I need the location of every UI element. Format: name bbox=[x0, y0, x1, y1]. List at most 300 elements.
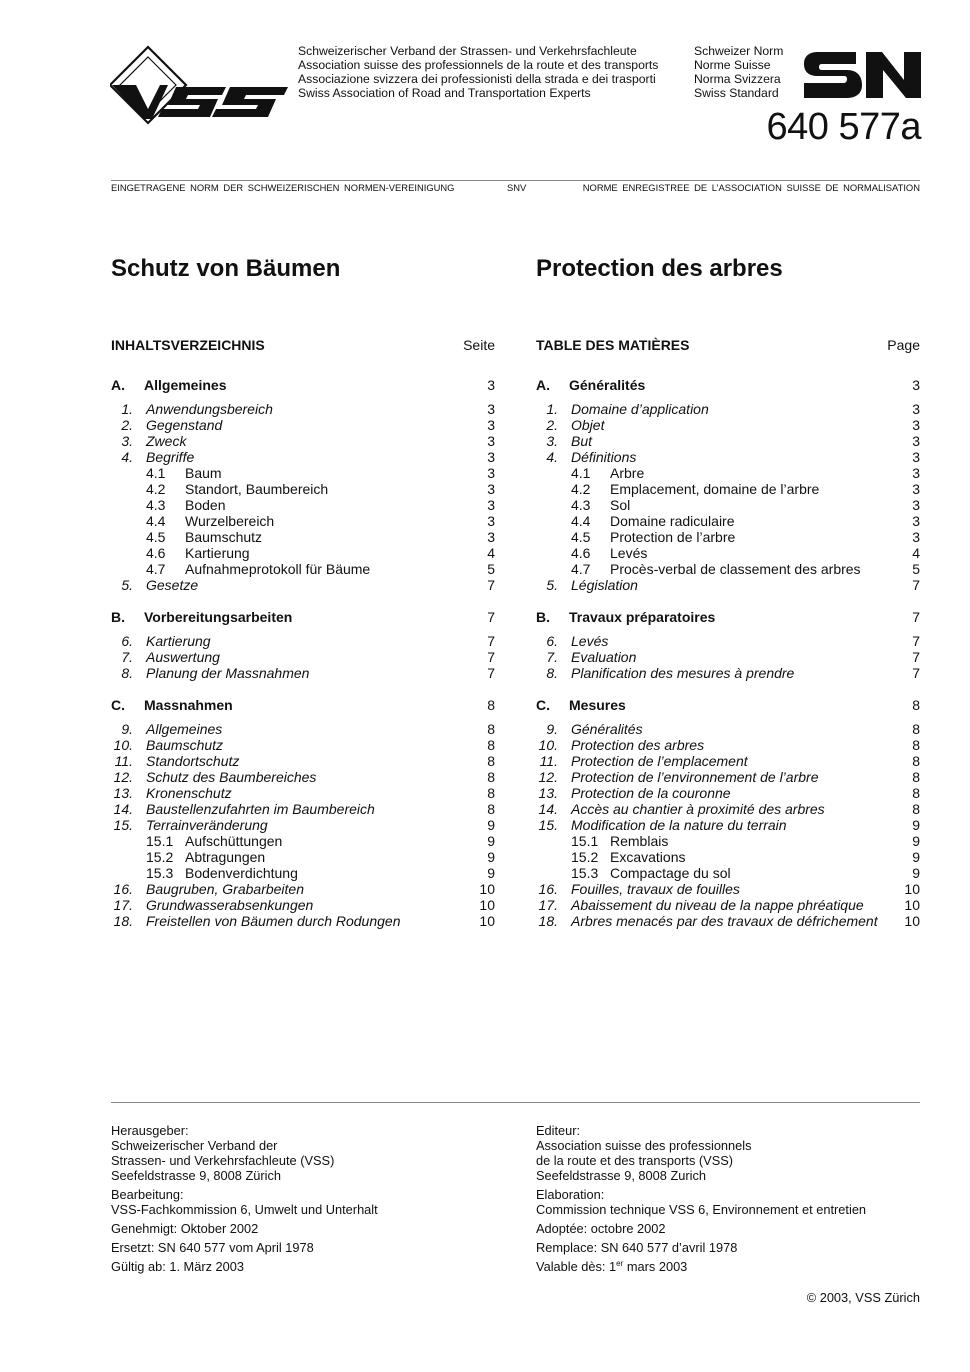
toc-subentry bbox=[536, 529, 920, 545]
entry-title: Abaissement du niveau de la nappe phréatique bbox=[571, 897, 864, 913]
entry-page: 3 bbox=[487, 449, 495, 465]
registered-note-de: EINGETRAGENE NORM DER SCHWEIZERISCHEN NORMEN-VEREINIGUNG bbox=[111, 182, 455, 193]
entry-page: 8 bbox=[487, 801, 495, 817]
subentry-page: 9 bbox=[912, 849, 920, 865]
entry-number: 14. bbox=[538, 801, 558, 817]
subentry-title: Standort, Baumbereich bbox=[185, 481, 329, 497]
toc-subentry bbox=[111, 545, 495, 561]
toc-entry bbox=[536, 401, 920, 417]
subentry-title: Protection de l’arbre bbox=[610, 529, 736, 545]
entry-number: 1. bbox=[121, 401, 133, 417]
entry-number: 11. bbox=[114, 753, 133, 769]
imprint-line: VSS-Fachkommission 6, Umwelt und Unterhalt bbox=[111, 1202, 378, 1217]
subentry-title: Excavations bbox=[610, 849, 686, 865]
entry-number: 1. bbox=[546, 401, 558, 417]
subentry-number: 15.3 bbox=[146, 865, 174, 881]
imprint-block bbox=[536, 1221, 866, 1236]
toc-entry bbox=[111, 913, 495, 929]
subentry-title: Boden bbox=[185, 497, 226, 513]
imprint-line: Adoptée: octobre 2002 bbox=[536, 1221, 666, 1236]
subentry-title: Levés bbox=[610, 545, 648, 561]
entry-gap bbox=[558, 633, 571, 649]
entry-gap bbox=[558, 721, 571, 737]
entry-number: 7. bbox=[546, 649, 558, 665]
entry-page: 10 bbox=[479, 913, 495, 929]
entry-gap bbox=[133, 897, 146, 913]
entry-gap bbox=[133, 801, 146, 817]
entry-page: 3 bbox=[912, 401, 920, 417]
entry-title: Gegenstand bbox=[146, 417, 223, 433]
entry-gap bbox=[133, 633, 146, 649]
entry-title: Fouilles, travaux de fouilles bbox=[571, 881, 740, 897]
subentry-indent bbox=[111, 465, 146, 481]
entry-title: Accès au chantier à proximité des arbres bbox=[571, 801, 825, 817]
subentry-page: 3 bbox=[912, 497, 920, 513]
entry-title: Baustellenzufahrten im Baumbereich bbox=[146, 801, 375, 817]
section-letter: C. bbox=[536, 697, 550, 713]
subentry-page: 3 bbox=[912, 465, 920, 481]
section-title: Généralités bbox=[569, 377, 646, 393]
subentry-page: 5 bbox=[912, 561, 920, 577]
entry-page: 3 bbox=[487, 433, 495, 449]
toc-section bbox=[111, 697, 495, 929]
registered-note-fr: NORME ENREGISTREE DE L’ASSOCIATION SUISSE DE NORMALISATION bbox=[582, 182, 920, 193]
table-of-contents bbox=[111, 377, 495, 929]
toc-section bbox=[536, 377, 920, 593]
entry-page: 8 bbox=[487, 753, 495, 769]
entry-number: 3. bbox=[546, 433, 558, 449]
entry-title: Objet bbox=[571, 417, 605, 433]
standard-number: 640 577a bbox=[766, 106, 921, 148]
toc-entry bbox=[536, 417, 920, 433]
toc-section-heading bbox=[111, 609, 495, 633]
subentry-title: Remblais bbox=[610, 833, 669, 849]
entry-title: Législation bbox=[571, 577, 638, 593]
toc-header bbox=[536, 337, 920, 377]
imprint-block bbox=[111, 1123, 378, 1183]
imprint-line: Schweizerischer Verband der bbox=[111, 1138, 278, 1153]
entry-title: Begriffe bbox=[146, 449, 195, 465]
entry-gap bbox=[558, 769, 571, 785]
toc-section bbox=[536, 609, 920, 681]
subentry-indent bbox=[111, 481, 146, 497]
subentry-title: Bodenverdichtung bbox=[185, 865, 298, 881]
entry-page: 7 bbox=[487, 649, 495, 665]
entry-number: 13. bbox=[538, 785, 558, 801]
subentry-page: 3 bbox=[487, 497, 495, 513]
subentry-indent bbox=[536, 833, 571, 849]
toc-section-heading bbox=[536, 697, 920, 721]
toc-entry bbox=[111, 433, 495, 449]
toc-section-heading bbox=[536, 609, 920, 633]
imprint-line: Association suisse des professionnels bbox=[536, 1138, 752, 1153]
entry-number: 10. bbox=[113, 737, 133, 753]
subentry-title: Aufschüttungen bbox=[185, 833, 283, 849]
entry-number: 18. bbox=[113, 913, 133, 929]
entry-gap bbox=[133, 401, 146, 417]
subentry-number: 4.3 bbox=[571, 497, 591, 513]
entry-gap bbox=[133, 881, 146, 897]
entry-number: 8. bbox=[121, 665, 133, 681]
entry-number: 3. bbox=[121, 433, 133, 449]
subentry-number: 4.5 bbox=[146, 529, 166, 545]
footer-divider bbox=[111, 1102, 920, 1103]
subentry-indent bbox=[536, 561, 571, 577]
toc-subentry bbox=[536, 465, 920, 481]
entry-gap bbox=[558, 801, 571, 817]
subentry-title: Domaine radiculaire bbox=[610, 513, 735, 529]
toc-entry bbox=[536, 649, 920, 665]
toc-subentry bbox=[111, 529, 495, 545]
subentry-page: 9 bbox=[487, 849, 495, 865]
subentry-number: 15.1 bbox=[146, 833, 174, 849]
norm-type-en: Swiss Standard bbox=[694, 86, 779, 100]
association-name-en: Swiss Association of Road and Transportation Experts bbox=[298, 86, 591, 100]
entry-page: 8 bbox=[912, 785, 920, 801]
entry-number: 2. bbox=[546, 417, 558, 433]
subentry-title: Baumschutz bbox=[185, 529, 263, 545]
entry-gap bbox=[133, 449, 146, 465]
subentry-number: 4.7 bbox=[146, 561, 166, 577]
sn-logo bbox=[804, 52, 922, 98]
page-label: Seite bbox=[463, 337, 495, 353]
toc-section-heading bbox=[111, 697, 495, 721]
subentry-indent bbox=[111, 529, 146, 545]
entry-title: Evaluation bbox=[571, 649, 637, 665]
entry-number: 18. bbox=[538, 913, 558, 929]
toc-subentry bbox=[536, 561, 920, 577]
entry-page: 7 bbox=[912, 577, 920, 593]
entry-number: 6. bbox=[121, 633, 133, 649]
toc-subentry bbox=[111, 497, 495, 513]
toc-section-heading bbox=[111, 377, 495, 401]
toc-subentry bbox=[111, 513, 495, 529]
toc-entry bbox=[111, 665, 495, 681]
entry-number: 15. bbox=[538, 817, 558, 833]
entry-page: 10 bbox=[904, 913, 920, 929]
entry-title: Standortschutz bbox=[146, 753, 240, 769]
entry-number: 9. bbox=[546, 721, 558, 737]
toc-entry bbox=[111, 633, 495, 649]
entry-title: Freistellen von Bäumen durch Rodungen bbox=[146, 913, 401, 929]
entry-title: Modification de la nature du terrain bbox=[571, 817, 787, 833]
toc-entry bbox=[111, 577, 495, 593]
registered-note-snv: SNV bbox=[507, 182, 527, 193]
column-french bbox=[536, 252, 920, 945]
toc-entry bbox=[111, 417, 495, 433]
subentry-number: 4.4 bbox=[571, 513, 591, 529]
toc-subentry bbox=[111, 465, 495, 481]
subentry-title: Compactage du sol bbox=[610, 865, 731, 881]
entry-page: 7 bbox=[487, 633, 495, 649]
entry-gap bbox=[558, 433, 571, 449]
toc-entry bbox=[111, 753, 495, 769]
imprint-block bbox=[111, 1259, 378, 1274]
toc-section-heading bbox=[536, 377, 920, 401]
subentry-number: 4.7 bbox=[571, 561, 591, 577]
toc-entry bbox=[536, 753, 920, 769]
entry-number: 5. bbox=[121, 577, 133, 593]
entry-title: Auswertung bbox=[146, 649, 220, 665]
toc-entry bbox=[536, 897, 920, 913]
toc-subentry bbox=[536, 481, 920, 497]
entry-gap bbox=[558, 817, 571, 833]
imprint-block bbox=[111, 1187, 378, 1217]
subentry-title: Baum bbox=[185, 465, 222, 481]
entry-number: 4. bbox=[546, 449, 558, 465]
page-label: Page bbox=[887, 337, 920, 353]
entry-number: 5. bbox=[546, 577, 558, 593]
toc-section bbox=[111, 377, 495, 593]
subentry-number: 15.1 bbox=[571, 833, 599, 849]
entry-title: Généralités bbox=[571, 721, 643, 737]
toc-entry bbox=[536, 737, 920, 753]
entry-page: 3 bbox=[912, 449, 920, 465]
entry-gap bbox=[133, 417, 146, 433]
toc-subentry bbox=[536, 513, 920, 529]
subentry-page: 9 bbox=[912, 833, 920, 849]
entry-page: 8 bbox=[487, 785, 495, 801]
entry-page: 7 bbox=[912, 633, 920, 649]
imprint-block bbox=[536, 1240, 866, 1255]
subentry-number: 4.6 bbox=[146, 545, 166, 561]
entry-gap bbox=[558, 401, 571, 417]
entry-gap bbox=[133, 769, 146, 785]
entry-title: Protection de l’emplacement bbox=[571, 753, 748, 769]
imprint-line: Commission technique VSS 6, Environnement et entretien bbox=[536, 1202, 867, 1217]
imprint-block bbox=[111, 1240, 378, 1255]
toc-entry bbox=[536, 801, 920, 817]
toc-subentry bbox=[536, 849, 920, 865]
subentry-page: 3 bbox=[912, 529, 920, 545]
norm-type-de: Schweizer Norm bbox=[694, 44, 784, 58]
imprint-line: Strassen- und Verkehrsfachleute (VSS) bbox=[111, 1153, 335, 1168]
entry-number: 14. bbox=[113, 801, 133, 817]
vss-logo bbox=[110, 45, 290, 127]
toc-entry bbox=[536, 449, 920, 465]
subentry-page: 4 bbox=[912, 545, 920, 561]
toc-entry bbox=[111, 817, 495, 833]
section-page: 7 bbox=[487, 609, 495, 625]
imprint-line: Genehmigt: Oktober 2002 bbox=[111, 1221, 259, 1236]
association-name-de: Schweizerischer Verband der Strassen- und Verkehrsfachleute bbox=[298, 44, 637, 58]
table-of-contents bbox=[536, 377, 920, 929]
subentry-indent bbox=[536, 865, 571, 881]
toc-subentry bbox=[111, 865, 495, 881]
subentry-page: 3 bbox=[487, 465, 495, 481]
norm-type-fr: Norme Suisse bbox=[694, 58, 771, 72]
imprint-line: Herausgeber: bbox=[111, 1123, 189, 1138]
subentry-number: 4.6 bbox=[571, 545, 591, 561]
entry-page: 8 bbox=[487, 721, 495, 737]
subentry-indent bbox=[111, 561, 146, 577]
subentry-number: 4.2 bbox=[571, 481, 591, 497]
entry-title: Levés bbox=[571, 633, 609, 649]
imprint-block bbox=[111, 1221, 378, 1236]
subentry-indent bbox=[111, 849, 146, 865]
entry-page: 10 bbox=[479, 881, 495, 897]
toc-subentry bbox=[536, 833, 920, 849]
entry-page: 7 bbox=[487, 577, 495, 593]
sn-logo-text: SN bbox=[804, 52, 806, 53]
subentry-number: 4.1 bbox=[146, 465, 166, 481]
toc-entry bbox=[536, 577, 920, 593]
subentry-page: 3 bbox=[487, 481, 495, 497]
toc-entry bbox=[536, 665, 920, 681]
subentry-title: Kartierung bbox=[185, 545, 250, 561]
section-letter: A. bbox=[111, 377, 125, 393]
toc-subentry bbox=[111, 561, 495, 577]
entry-number: 16. bbox=[113, 881, 133, 897]
entry-page: 8 bbox=[912, 721, 920, 737]
toc-entry bbox=[536, 817, 920, 833]
entry-page: 10 bbox=[479, 897, 495, 913]
page-title: Protection des arbres bbox=[536, 255, 783, 282]
entry-number: 15. bbox=[113, 817, 133, 833]
entry-gap bbox=[133, 665, 146, 681]
entry-number: 11. bbox=[539, 753, 558, 769]
entry-title: Protection des arbres bbox=[571, 737, 705, 753]
entry-page: 8 bbox=[487, 737, 495, 753]
imprint-line: Ersetzt: SN 640 577 vom April 1978 bbox=[111, 1240, 314, 1255]
entry-page: 9 bbox=[912, 817, 920, 833]
entry-title: Baumschutz bbox=[146, 737, 224, 753]
imprint-line: Bearbeitung: bbox=[111, 1187, 184, 1202]
section-letter: C. bbox=[111, 697, 125, 713]
entry-page: 8 bbox=[912, 769, 920, 785]
section-letter: B. bbox=[111, 609, 125, 625]
association-name-it: Associazione svizzera dei professionisti della strada e dei trasporti bbox=[298, 72, 656, 86]
entry-number: 4. bbox=[121, 449, 133, 465]
entry-number: 12. bbox=[538, 769, 558, 785]
imprint-line: Editeur: bbox=[536, 1123, 581, 1138]
entry-title: Terrainveränderung bbox=[146, 817, 268, 833]
toc-entry bbox=[111, 721, 495, 737]
entry-number: 12. bbox=[113, 769, 133, 785]
subentry-indent bbox=[536, 849, 571, 865]
toc-subentry bbox=[111, 849, 495, 865]
subentry-page: 3 bbox=[487, 529, 495, 545]
header-divider bbox=[111, 180, 920, 181]
toc-entry bbox=[111, 769, 495, 785]
entry-gap bbox=[558, 753, 571, 769]
toc-entry bbox=[536, 913, 920, 929]
subentry-page: 3 bbox=[487, 513, 495, 529]
subentry-indent bbox=[536, 529, 571, 545]
entry-gap bbox=[558, 881, 571, 897]
toc-label: TABLE DES MATIÈRES bbox=[536, 337, 690, 353]
section-title: Massnahmen bbox=[144, 697, 233, 713]
entry-page: 8 bbox=[912, 737, 920, 753]
section-page: 8 bbox=[487, 697, 495, 713]
entry-title: Définitions bbox=[571, 449, 637, 465]
entry-title: Planung der Massnahmen bbox=[146, 665, 310, 681]
page-title: Schutz von Bäumen bbox=[111, 255, 341, 282]
entry-gap bbox=[558, 897, 571, 913]
entry-title: Kronenschutz bbox=[146, 785, 232, 801]
subentry-page: 9 bbox=[487, 865, 495, 881]
subentry-number: 15.2 bbox=[571, 849, 599, 865]
toc-entry bbox=[536, 433, 920, 449]
subentry-title: Aufnahmeprotokoll für Bäume bbox=[185, 561, 371, 577]
entry-gap bbox=[133, 649, 146, 665]
subentry-title: Emplacement, domaine de l’arbre bbox=[610, 481, 820, 497]
subentry-title: Procès-verbal de classement des arbres bbox=[610, 561, 861, 577]
toc-section bbox=[536, 697, 920, 929]
entry-number: 2. bbox=[121, 417, 133, 433]
entry-gap bbox=[558, 737, 571, 753]
toc-entry bbox=[111, 449, 495, 465]
subentry-number: 4.3 bbox=[146, 497, 166, 513]
subentry-number: 4.1 bbox=[571, 465, 591, 481]
entry-title: Grundwasserabsenkungen bbox=[146, 897, 314, 913]
subentry-number: 4.4 bbox=[146, 513, 166, 529]
entry-gap bbox=[133, 785, 146, 801]
entry-title: Protection de l’environnement de l’arbre bbox=[571, 769, 819, 785]
entry-number: 6. bbox=[546, 633, 558, 649]
toc-entry bbox=[111, 801, 495, 817]
entry-gap bbox=[133, 913, 146, 929]
subentry-title: Arbre bbox=[610, 465, 645, 481]
entry-number: 17. bbox=[538, 897, 558, 913]
section-letter: A. bbox=[536, 377, 550, 393]
imprint-line: Elaboration: bbox=[536, 1187, 605, 1202]
section-letter: B. bbox=[536, 609, 550, 625]
norm-type-it: Norma Svizzera bbox=[694, 72, 781, 86]
toc-entry bbox=[536, 785, 920, 801]
entry-title: Domaine d’application bbox=[571, 401, 709, 417]
entry-number: 7. bbox=[121, 649, 133, 665]
section-page: 7 bbox=[912, 609, 920, 625]
toc-entry bbox=[111, 897, 495, 913]
toc-header bbox=[111, 337, 495, 377]
section-title: Mesures bbox=[569, 697, 626, 713]
subentry-number: 15.2 bbox=[146, 849, 174, 865]
imprint-german bbox=[111, 1123, 378, 1278]
entry-gap bbox=[558, 785, 571, 801]
subentry-indent bbox=[111, 497, 146, 513]
norm-type bbox=[694, 44, 783, 100]
subentry-page: 3 bbox=[912, 513, 920, 529]
entry-gap bbox=[558, 417, 571, 433]
entry-page: 3 bbox=[487, 417, 495, 433]
subentry-page: 4 bbox=[487, 545, 495, 561]
entry-number: 9. bbox=[121, 721, 133, 737]
subentry-indent bbox=[111, 865, 146, 881]
toc-entry bbox=[111, 881, 495, 897]
entry-page: 9 bbox=[487, 817, 495, 833]
entry-gap bbox=[133, 817, 146, 833]
toc-entry bbox=[111, 737, 495, 753]
entry-number: 8. bbox=[546, 665, 558, 681]
toc-subentry bbox=[536, 865, 920, 881]
entry-title: Baugruben, Grabarbeiten bbox=[146, 881, 304, 897]
subentry-indent bbox=[536, 545, 571, 561]
entry-page: 8 bbox=[912, 753, 920, 769]
entry-gap bbox=[133, 577, 146, 593]
entry-number: 17. bbox=[113, 897, 133, 913]
toc-subentry bbox=[536, 497, 920, 513]
toc-entry bbox=[536, 881, 920, 897]
entry-title: Planification des mesures à prendre bbox=[571, 665, 795, 681]
entry-title: Zweck bbox=[146, 433, 187, 449]
entry-page: 7 bbox=[912, 649, 920, 665]
entry-gap bbox=[133, 753, 146, 769]
entry-page: 8 bbox=[487, 769, 495, 785]
entry-page: 7 bbox=[912, 665, 920, 681]
entry-gap bbox=[558, 913, 571, 929]
toc-entry bbox=[536, 633, 920, 649]
